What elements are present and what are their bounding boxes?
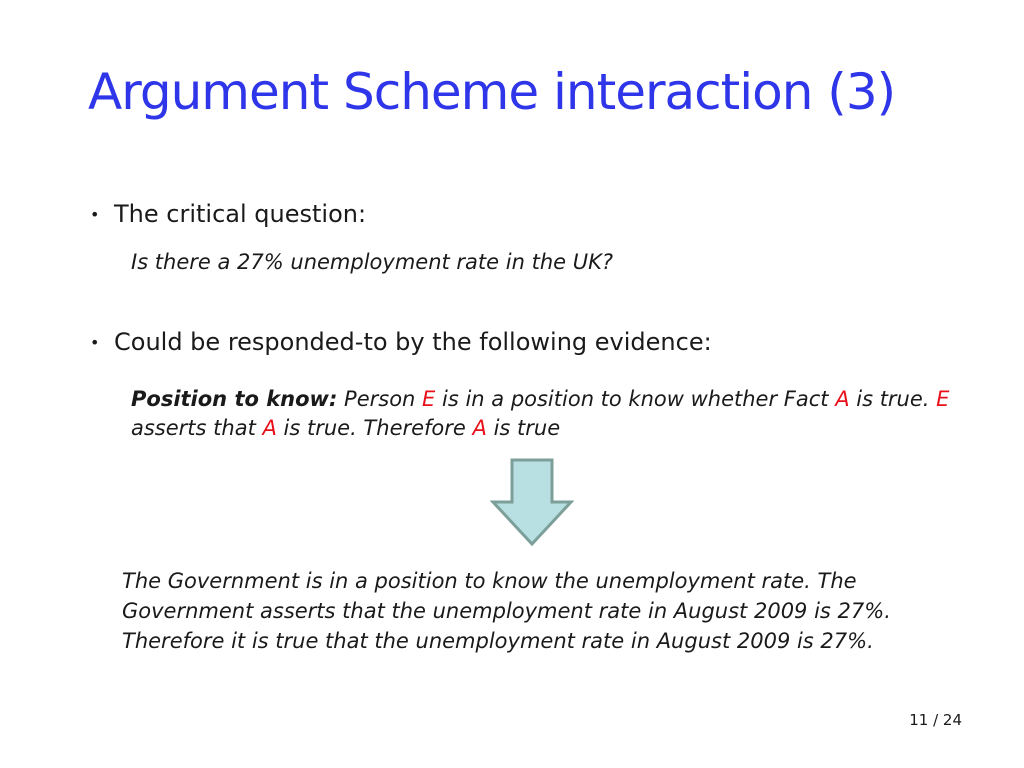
bullet-text: Could be responded-to by the following evidence: [114,328,712,356]
page-number: 11 / 24 [909,711,962,729]
bullet-marker: • [90,333,100,352]
down-arrow-icon [490,458,574,546]
scheme-text: is true. Therefore [276,416,473,440]
argument-scheme-definition [131,385,951,443]
bullet-critical-question [90,198,366,231]
scheme-label: Position to know: [131,387,338,411]
bullet-marker: • [90,205,100,224]
bullet-evidence [90,326,712,359]
scheme-text: is in a position to know whether Fact [435,387,836,411]
scheme-variable-e: E [422,387,436,411]
scheme-variable-a: A [262,416,277,440]
slide-title: Argument Scheme interaction (3) [88,63,896,121]
down-arrow-shape [493,460,571,544]
scheme-variable-e: E [936,387,950,411]
scheme-text: asserts that [131,416,263,440]
critical-question-text: Is there a 27% unemployment rate in the UK? [131,250,614,274]
scheme-text: is true. [849,387,937,411]
scheme-text: is true [486,416,561,440]
conclusion-text: The Government is in a position to know the unemployment rate. The Government asserts that the unemployment rate in August 2009 is 27%. Therefore it is true that the unemployment rate in August 2009 is 27%. [122,569,891,653]
scheme-variable-a: A [835,387,850,411]
bullet-text: The critical question: [114,200,367,228]
scheme-variable-a: A [472,416,487,440]
scheme-text: Person [337,387,423,411]
